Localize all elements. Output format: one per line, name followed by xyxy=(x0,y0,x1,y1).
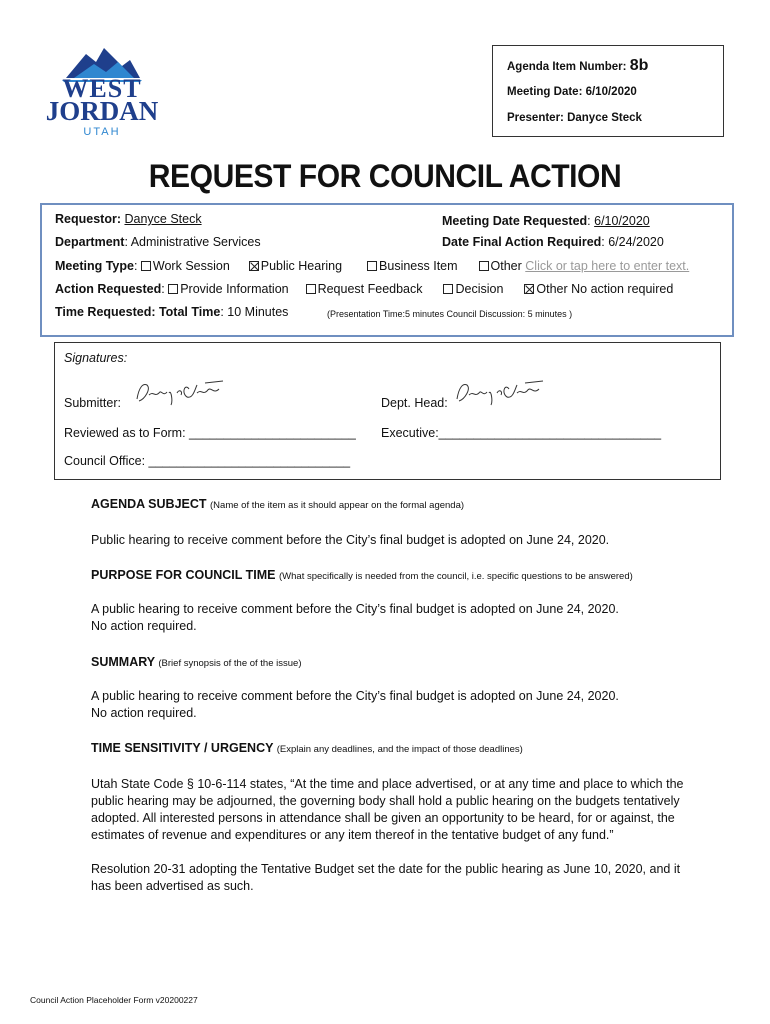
page-title: REQUEST FOR COUNCIL ACTION xyxy=(148,158,622,194)
logo-line-jordan: JORDAN xyxy=(45,96,159,126)
requestor-row xyxy=(55,212,202,226)
checkbox-icon[interactable] xyxy=(443,284,453,294)
signatures-box xyxy=(54,342,721,480)
agenda-subject-body: Public hearing to receive comment before the City’s final budget is adopted on June 24, 2020. xyxy=(91,533,610,547)
time-sensitivity-paragraph-1: Utah State Code § 10-6-114 states, “At the time and place advertised, or at any time and place to which the public hearing may be adjourned, the governing body shall hold a public hearing on the budgets tentatively adopted. All interested persons in attendance shall be given an opportunity to be heard, for or against, the estimates of revenue and expenditures or any item thereof in the tentative budget of any fund.” xyxy=(91,777,684,842)
action-requested-label: Action Requested xyxy=(55,282,162,296)
department-row xyxy=(55,235,261,249)
agenda-subject-note: (Name of the item as it should appear on the formal agenda) xyxy=(210,500,465,511)
purpose-body-2: No action required. xyxy=(91,619,197,633)
action-request-feedback[interactable]: Request Feedback xyxy=(306,282,423,296)
agenda-item-number-label: Agenda Item Number: xyxy=(507,61,627,73)
presenter: Presenter: Danyce Steck xyxy=(507,112,642,124)
requestor-label: Requestor: xyxy=(55,212,121,226)
submitter-signature xyxy=(133,377,225,407)
action-provide-information[interactable]: Provide Information xyxy=(168,282,288,296)
summary-body-1: A public hearing to receive comment before the City’s final budget is adopted on June 24, 2020. xyxy=(91,689,619,703)
purpose-note: (What specifically is needed from the council, i.e. specific questions to be answered) xyxy=(279,571,633,582)
logo-line-west: WEST xyxy=(62,74,142,103)
requestor-field[interactable]: Danyce Steck xyxy=(124,212,202,226)
meeting-type-row: Meeting Type: Work Session Public Hearing Business Item Other Click or tap here to enter text. xyxy=(55,259,690,273)
action-decision[interactable]: Decision xyxy=(443,282,503,296)
logo-line-utah: UTAH xyxy=(83,126,121,138)
meeting-type-public-hearing[interactable]: Public Hearing xyxy=(249,259,342,273)
checked-checkbox-icon[interactable] xyxy=(249,261,259,271)
agenda-item-number xyxy=(507,57,648,75)
checkbox-icon[interactable] xyxy=(168,284,178,294)
checkbox-icon[interactable] xyxy=(479,261,489,271)
checkbox-icon[interactable] xyxy=(306,284,316,294)
meeting-type-business-item[interactable]: Business Item xyxy=(367,259,458,273)
action-requested-row: Action Requested: Provide Information Request Feedback Decision Other No action required xyxy=(55,282,674,296)
meeting-type-other[interactable]: Other xyxy=(479,259,522,273)
meeting-date-requested-row: Meeting Date Requested: 6/10/2020 xyxy=(442,214,650,228)
purpose-heading: PURPOSE FOR COUNCIL TIME (What specifically is needed from the council, i.e. specific questions to be answered) xyxy=(91,568,633,582)
total-time-label: Total Time xyxy=(158,305,221,319)
meeting-type-label: Meeting Type xyxy=(55,259,134,273)
time-requested-row: Time Requested: Total Time: 10 Minutes xyxy=(55,305,289,319)
west-jordan-logo xyxy=(44,44,160,140)
submitter-label: Submitter: xyxy=(64,396,121,410)
dept-head-signature xyxy=(453,377,545,407)
agenda-item-number-value: 8b xyxy=(629,57,649,74)
meeting-date: Meeting Date: 6/10/2020 xyxy=(507,86,637,98)
summary-body-2: No action required. xyxy=(91,706,197,720)
department-value: : Administrative Services xyxy=(124,235,261,249)
purpose-section xyxy=(91,567,691,635)
date-final-action-row xyxy=(442,235,664,249)
agenda-info-box xyxy=(492,45,724,137)
summary-heading: SUMMARY (Brief synopsis of the of the issue) xyxy=(91,655,302,669)
reviewed-as-to-form-field[interactable]: Reviewed as to Form: ________________________ xyxy=(64,426,356,440)
council-office-field[interactable]: Council Office: _____________________________ xyxy=(64,454,351,468)
action-other-no-action[interactable]: Other No action required xyxy=(524,282,673,296)
meeting-type-work-session[interactable]: Work Session xyxy=(141,259,230,273)
total-time-value: : 10 Minutes xyxy=(220,305,289,319)
checkbox-icon[interactable] xyxy=(141,261,151,271)
time-requested-label: Time Requested xyxy=(55,305,152,319)
time-sensitivity-paragraph-2: Resolution 20-31 adopting the Tentative Budget set the date for the public hearing as June 10, 2020, and it has been advertised as such. xyxy=(91,862,681,893)
other-text-field[interactable]: Click or tap here to enter text. xyxy=(525,259,690,273)
date-final-action-label: Date Final Action Required xyxy=(442,235,602,249)
dept-head-label: Dept. Head: xyxy=(381,396,448,410)
executive-field[interactable]: Executive:________________________________ xyxy=(381,426,662,440)
checked-checkbox-icon[interactable] xyxy=(524,284,534,294)
summary-note: (Brief synopsis of the of the issue) xyxy=(158,658,302,669)
time-sensitivity-section xyxy=(91,740,691,895)
checkbox-icon[interactable] xyxy=(367,261,377,271)
agenda-subject-heading: AGENDA SUBJECT (Name of the item as it should appear on the formal agenda) xyxy=(91,497,465,511)
summary-section xyxy=(91,654,691,722)
meeting-date-requested-label: Meeting Date Requested xyxy=(442,214,588,228)
time-breakdown: (Presentation Time:5 minutes Council Discussion: 5 minutes ) xyxy=(327,309,573,319)
meeting-date-requested-field[interactable]: 6/10/2020 xyxy=(594,214,650,228)
agenda-subject-section xyxy=(91,496,691,549)
form-footer: Council Action Placeholder Form v20200227 xyxy=(30,995,198,1005)
signatures-heading: Signatures: xyxy=(64,351,128,365)
date-final-action-value: : 6/24/2020 xyxy=(601,235,664,249)
purpose-body-1: A public hearing to receive comment before the City’s final budget is adopted on June 24, 2020. xyxy=(91,602,619,616)
meeting-info-box xyxy=(40,203,734,337)
time-sensitivity-heading: TIME SENSITIVITY / URGENCY (Explain any deadlines, and the impact of those deadlines) xyxy=(91,741,523,755)
time-sensitivity-note: (Explain any deadlines, and the impact of those deadlines) xyxy=(276,744,523,755)
department-label: Department xyxy=(55,235,125,249)
